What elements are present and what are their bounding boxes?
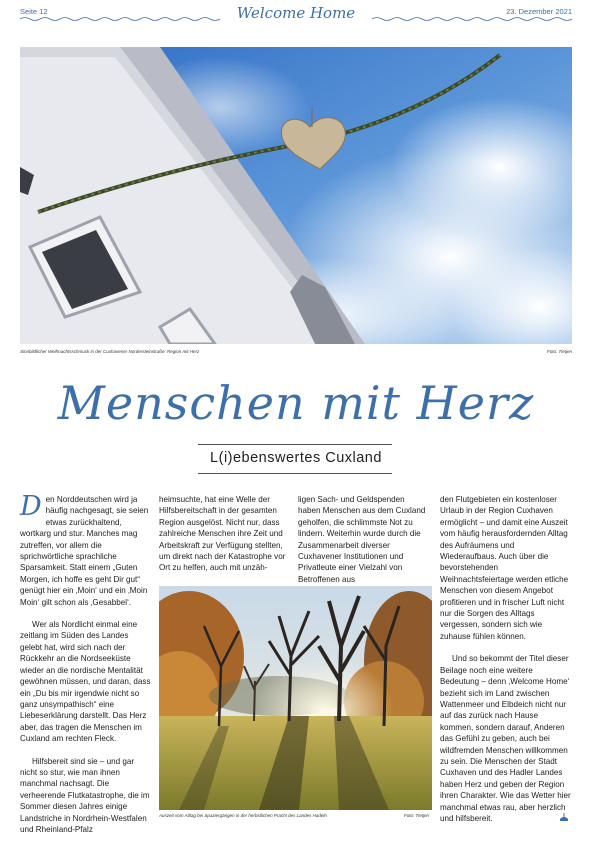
- photo-autumn-park: [159, 586, 432, 810]
- subtitle-rule-top: [198, 444, 392, 445]
- issue-date: 23. Dezember 2021: [506, 7, 572, 16]
- photo-credit-top: Foto: Tietjen: [547, 349, 572, 354]
- photo-heart-garland: [20, 47, 572, 344]
- article-column-4: [440, 494, 571, 835]
- paragraph: Hilfsbereit sind sie – und gar nicht so stur, wie man ihnen manchmal nachsagt. Die verheerende Flutkatastrophe, die im Sommer diesen Jahres einige Landstriche in Nordrhein-Westfalen und Rheinland-Pfalz: [20, 756, 150, 834]
- subtitle-rule-bottom: [198, 473, 392, 474]
- paragraph: den Flutgebieten ein kostenloser Urlaub in der Region Cuxhaven ermöglicht – und damit eine Auszeit vom häufig herausfordernden Alltag des Aufräumens und Wiederaufbaus. Auch über die bevorstehenden Weihnachtsfeiertage werden etliche Menschen von diesem Angebot profitieren und in frischer Luft nicht nur die Sorgen des Alltags vergessen, sondern sich wie zuhause fühlen können.: [440, 495, 569, 641]
- section-title: Welcome Home: [236, 4, 356, 22]
- page-number: Seite 12: [20, 7, 48, 16]
- photo-caption-mid: Auszeit vom Alltag bei Spaziergängen in der herbstlichen Pracht des Landes Hadeln: [159, 813, 327, 818]
- article-column-3: [298, 494, 429, 596]
- paragraph: ligen Sach- und Geldspenden haben Menschen aus dem Cuxland geholfen, die schlimmste Not zu lindern. Weiterhin wurde durch die Zusammenarbeit diverser Cuxhavener Institutionen und Privatleute einer Vielzahl von Betroffenen aus: [298, 495, 426, 584]
- end-mark-icon: [559, 812, 569, 822]
- article-column-1: [20, 491, 151, 845]
- photo-caption-top: Sinnbildlicher Weihnachtsschmuck in der Cuxhavener Nordersteinstraße: Region mit Herz: [20, 349, 200, 354]
- subtitle: L(i)ebenswertes Cuxland: [210, 450, 382, 466]
- paragraph: heimsuchte, hat eine Welle der Hilfsbereitschaft in der gesamten Region ausgelöst. Nicht nur, dass zahlreiche Menschen ihre Zeit und Arbeitskraft zur Verfügung stellten, um direkt nach der Katastrophe vor Ort zu helfen, auch mit unzäh-: [159, 495, 286, 573]
- wave-divider-right: [372, 16, 572, 22]
- drop-cap: D: [20, 491, 42, 522]
- article-column-2: [159, 494, 290, 585]
- paragraph: Den Norddeutschen wird ja häufig nachgesagt, sie seien etwas zurückhaltend, wortkarg und stur. Manches mag zutreffen, vor allem die sprichwörtliche sprachliche Sparsamkeit. Statt einem „Guten Morgen, ich hoffe es geht Dir gut“ genügt hier ein ‚Moin‘ und ein ‚Moin Moin‘ gilt schon als ‚Gesabbel‘.: [20, 491, 149, 607]
- paragraph: Und so bekommt der Titel dieser Beilage noch eine weitere Bedeutung – denn ‚Welcome Home‘ bezieht sich im Land zwischen Wattenmeer und Elbdeich nicht nur auf das zurück nach Hause kommen, sondern darauf, Anderen das Gefühl zu geben, auch bei wildfremden Menschen willkommen zu sein. Die Menschen der Stadt Cuxhaven und des Hadler Landes haben Herz und geben der Region ihren Charakter. Wie das Wetter hier manchmal etwas rau, aber herzlich und hilfsbereit.: [440, 654, 571, 823]
- headline: Menschen mit Herz: [57, 376, 535, 430]
- paragraph: Wer als Nordlicht einmal eine zeitlang im Süden des Landes gelebt hat, wird sich nach der Rückkehr an die Nordseeküste wieder an die nordische Mentalität gewöhnen müssen, und daran, dass ein „Du bis mir irgendwie nicht so ganz unsympathisch“ eine Liebeserklärung darstellt. Das Herz aber, das tragen die Menschen im Cuxland am rechten Fleck.: [20, 620, 151, 744]
- photo-credit-mid: Foto: Tietjen: [404, 813, 429, 818]
